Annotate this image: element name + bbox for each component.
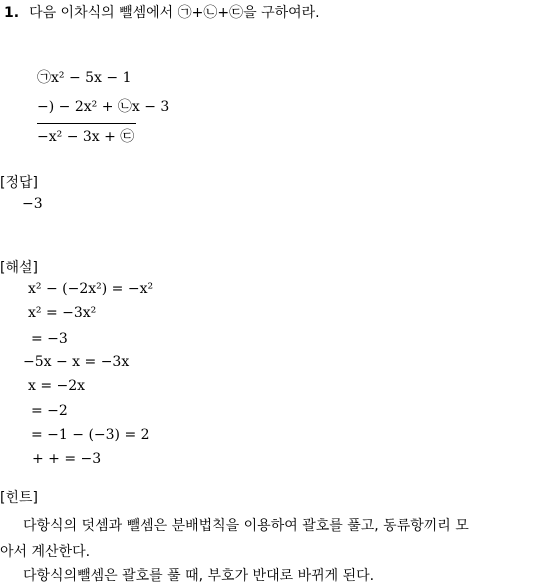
question-text: 다음 이차식의 뺄셈에서 ㉠+㉡+㉢을 구하여라.	[29, 5, 320, 21]
explanation-step-3: = −3	[31, 331, 68, 347]
hint-line-1: 다항식의 덧셈과 뺄셈은 분배법칙을 이용하여 괄호를 풀고, 동류항끼리 모	[23, 518, 469, 534]
equation-line-2: −) − 2x² + ㉡x − 3	[37, 99, 170, 115]
explanation-step-4: −5x − x = −3x	[23, 354, 130, 370]
explanation-step-5: x = −2x	[28, 378, 86, 394]
explanation-step-7: = −1 − (−3) = 2	[31, 427, 150, 443]
explanation-step-8: + + = −3	[32, 451, 102, 467]
equation-result-line: −x² − 3x + ㉢	[37, 129, 135, 145]
answer-heading: [정답]	[0, 175, 38, 191]
explanation-step-2: x² = −3x²	[28, 305, 97, 321]
equation-line-1: ㉠x² − 5x − 1	[37, 70, 132, 86]
answer-value: −3	[22, 196, 43, 212]
explanation-heading: [해설]	[0, 260, 38, 276]
hint-line-2: 아서 계산한다.	[0, 544, 91, 560]
explanation-step-1: x² − (−2x²) = −x²	[28, 281, 154, 297]
hint-heading: [힌트]	[0, 490, 38, 506]
question-line	[4, 2, 320, 22]
question-number: 1.	[4, 5, 20, 21]
hint-line-3: 다항식의뺄셈은 괄호를 풀 때, 부호가 반대로 바뀌게 된다.	[23, 568, 375, 584]
equation-divider	[37, 123, 136, 124]
explanation-step-6: = −2	[31, 403, 68, 419]
